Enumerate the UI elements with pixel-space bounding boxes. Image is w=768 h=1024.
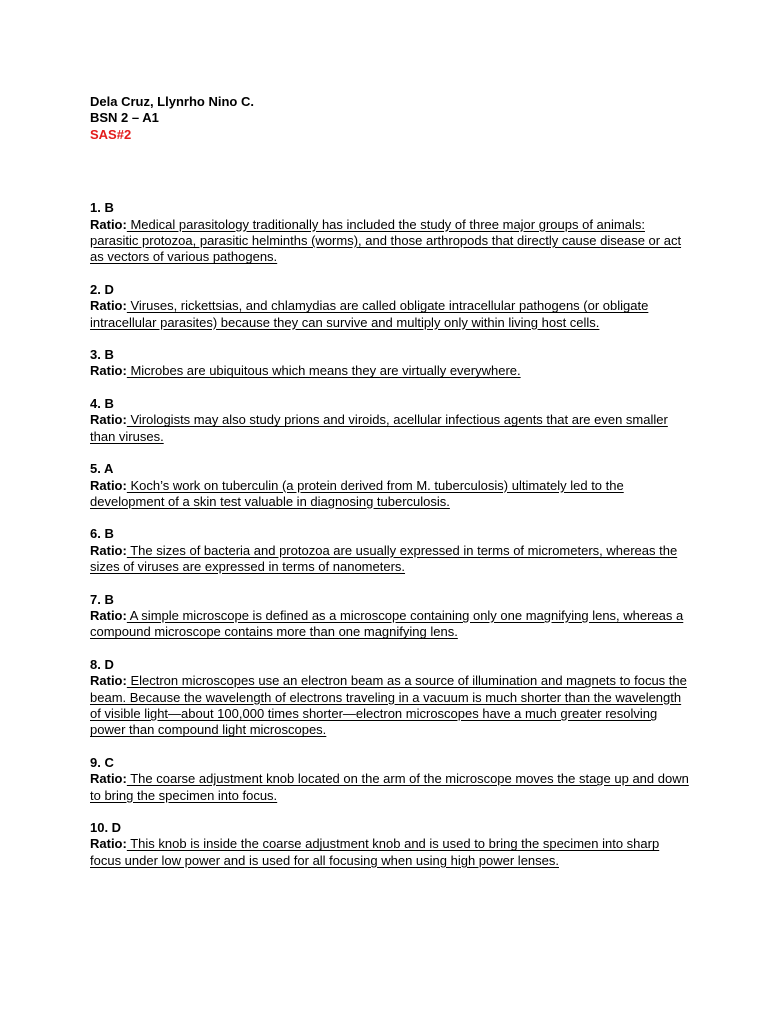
answer-key: 5. A: [90, 461, 114, 477]
assignment-title: SAS#2: [90, 126, 132, 142]
answer-item: [90, 820, 690, 869]
ratio-label: Ratio:: [90, 771, 127, 787]
ratio-label: Ratio:: [90, 836, 127, 852]
ratio-text: Electron microscopes use an electron beam as a source of illumination and magnets to focus the beam. Because the wavelength of electrons traveling in a vacuum is much shorter than the wavelength of visible light—about 100,000 times shorter—electron microscopes have a much greater resolving power than compound light microscopes.: [90, 673, 687, 738]
student-header: [90, 94, 690, 143]
ratio-line: [90, 836, 690, 869]
answer-key: 6. B: [90, 526, 114, 542]
ratio-text: The coarse adjustment knob located on the arm of the microscope moves the stage up and down to bring the specimen into focus.: [90, 771, 689, 803]
student-name: Dela Cruz, Llynrho Nino C.: [90, 94, 254, 109]
answer-item: [90, 200, 690, 266]
answer-item: [90, 526, 690, 575]
answer-item: [90, 347, 690, 380]
ratio-text: The sizes of bacteria and protozoa are usually expressed in terms of micrometers, whereas the sizes of viruses are expressed in terms of nanometers.: [90, 542, 678, 575]
answer-key: 7. B: [90, 591, 114, 607]
ratio-label: Ratio:: [90, 216, 127, 232]
answer-key: 1. B: [90, 200, 114, 216]
answer-list: [90, 200, 690, 869]
ratio-label: Ratio:: [90, 607, 127, 623]
answer-key: 2. D: [90, 281, 114, 297]
answer-item: [90, 396, 690, 445]
ratio-line: [90, 363, 690, 379]
answer-key: 10. D: [90, 820, 122, 835]
ratio-line: [90, 608, 690, 641]
answer-item: [90, 755, 690, 804]
ratio-line: [90, 543, 690, 576]
ratio-line: [90, 412, 690, 445]
answer-key: 4. B: [90, 395, 114, 411]
ratio-text: A simple microscope is defined as a microscope containing only one magnifying lens, whereas a compound microscope contains more than one magnifying lens.: [90, 607, 684, 640]
answer-key: 8. D: [90, 656, 114, 672]
answer-item: [90, 461, 690, 510]
ratio-text: Koch’s work on tuberculin (a protein derived from M. tuberculosis) ultimately led to the development of a skin test valuable in diagnosing tuberculosis.: [90, 477, 624, 509]
answer-key: 9. C: [90, 754, 114, 770]
answer-item: [90, 592, 690, 641]
ratio-label: Ratio:: [90, 477, 127, 493]
ratio-line: [90, 673, 690, 739]
ratio-label: Ratio:: [90, 412, 127, 428]
ratio-text: Virologists may also study prions and viroids, acellular infectious agents that are even smaller than viruses.: [90, 412, 668, 444]
ratio-label: Ratio:: [90, 673, 127, 689]
ratio-text: Viruses, rickettsias, and chlamydias are called obligate intracellular pathogens (or obligate intracellular parasites) because they can survive and multiply only within living host cells.: [90, 298, 649, 330]
document-page: [90, 94, 690, 885]
ratio-line: [90, 771, 690, 804]
ratio-line: [90, 478, 690, 511]
ratio-label: Ratio:: [90, 298, 127, 314]
ratio-text: Microbes are ubiquitous which means they are virtually everywhere.: [126, 363, 521, 379]
ratio-line: [90, 217, 690, 266]
answer-key: 3. B: [90, 347, 114, 363]
ratio-label: Ratio:: [90, 542, 127, 558]
ratio-text: Medical parasitology traditionally has included the study of three major groups of animals: parasitic protozoa, parasitic helminths (worms), and those arthropods that directly cause disease or act as vectors of various pathogens.: [90, 216, 682, 265]
answer-item: [90, 657, 690, 739]
student-section: BSN 2 – A1: [90, 110, 159, 126]
ratio-line: [90, 298, 690, 331]
ratio-text: This knob is inside the coarse adjustment knob and is used to bring the specimen into sharp focus under low power and is used for all focusing when using high power lenses.: [90, 836, 660, 868]
answer-item: [90, 282, 690, 331]
ratio-label: Ratio:: [90, 363, 127, 379]
